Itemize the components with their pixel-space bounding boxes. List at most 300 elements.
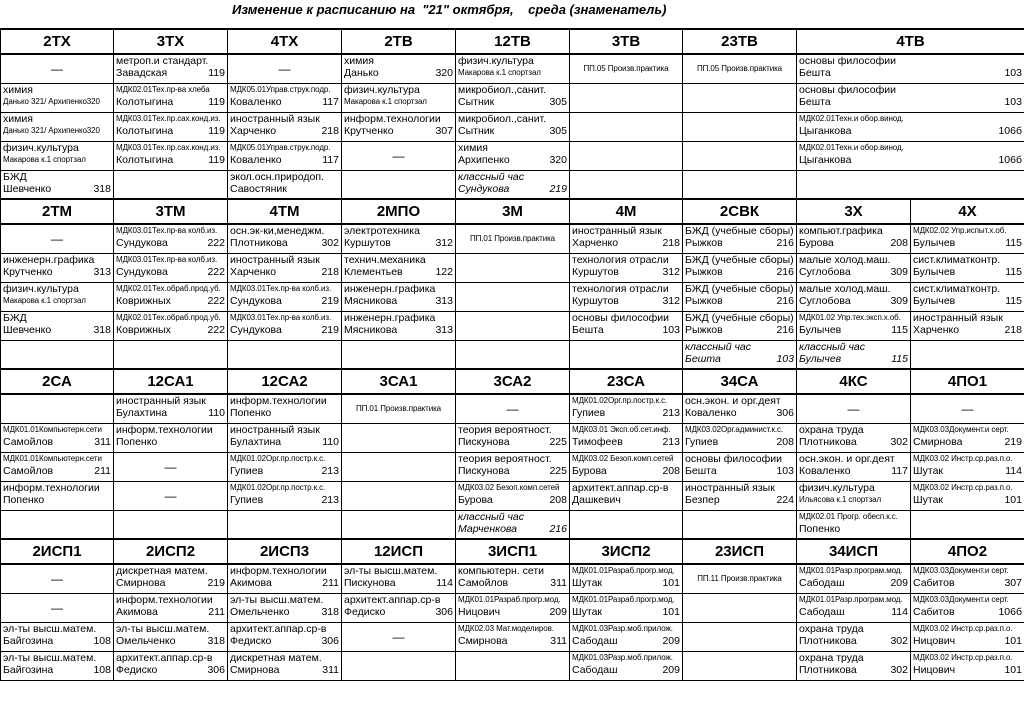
teacher-line — [572, 494, 680, 506]
room-number: 213 — [321, 493, 339, 506]
subject-label: МДК03.02 Инстр.ср.раз.п.о. — [913, 482, 1013, 492]
lesson-cell — [114, 622, 228, 651]
teacher-name: Куршутов — [572, 265, 619, 278]
subject-label: БЖД (учебные сборы) — [685, 282, 794, 295]
lesson-cell — [797, 394, 911, 423]
room-number: 101 — [1004, 493, 1022, 506]
teacher-name: Федиско — [344, 605, 386, 618]
teacher-name: Мясникова — [344, 294, 398, 307]
room-number: 218 — [1004, 323, 1022, 336]
lesson-cell — [570, 423, 683, 452]
room-number — [451, 96, 453, 108]
lesson-cell — [1, 141, 114, 170]
teacher-line — [799, 67, 1022, 79]
teacher-line — [344, 96, 453, 108]
teacher-name: Харченко — [572, 237, 619, 249]
teacher-line — [913, 266, 1022, 278]
teacher-line — [230, 266, 339, 278]
teacher-name: Данько 321/ Архипенко320 — [3, 125, 100, 135]
lesson-cell — [570, 452, 683, 481]
subject-label: информ.технологии — [116, 593, 213, 606]
teacher-line — [685, 266, 794, 278]
teacher-name: Бешта — [799, 95, 831, 108]
room-number: 216 — [776, 237, 794, 249]
subject-label: основы философии — [685, 452, 782, 465]
teacher-name: Попенко — [116, 435, 158, 448]
teacher-name: Клементьев — [344, 265, 403, 278]
subject-label: МДК01.01Компьютерн.сети — [3, 424, 102, 434]
group-header: 3ТВ — [570, 29, 683, 54]
teacher-name: Шутак — [572, 605, 602, 618]
lesson-cell — [228, 651, 342, 680]
room-number: 119 — [208, 124, 225, 137]
teacher-line — [116, 237, 225, 249]
teacher-line — [572, 465, 680, 477]
teacher-name: Сундукова — [116, 265, 168, 278]
lesson-cell — [797, 253, 911, 282]
room-number: 312 — [662, 294, 680, 307]
lesson-cell — [797, 340, 911, 369]
schedule-row — [1, 394, 1024, 423]
room-number: 114 — [436, 577, 453, 589]
subject-label: МДК03.02 Инстр.ср.раз.п.о. — [913, 453, 1013, 463]
teacher-line — [230, 436, 339, 448]
teacher-line — [230, 465, 339, 477]
teacher-name: Харченко — [230, 124, 277, 137]
group-header: 3СА2 — [456, 369, 570, 394]
page-title: Изменение к расписанию на "21" октября, среда (знаменатель) — [232, 2, 667, 17]
schedule-row — [1, 651, 1024, 680]
lesson-cell — [683, 83, 797, 112]
lesson-cell — [114, 394, 228, 423]
lesson-cell — [114, 564, 228, 593]
teacher-name: Бешта — [685, 352, 721, 365]
group-header-row — [1, 369, 1024, 394]
lesson-cell — [456, 651, 570, 680]
teacher-line — [799, 353, 908, 365]
lesson-cell — [797, 423, 911, 452]
teacher-line — [458, 125, 567, 137]
lesson-cell — [911, 423, 1024, 452]
room-number: 224 — [776, 493, 794, 506]
room-number: 119 — [208, 153, 225, 166]
teacher-line — [230, 154, 339, 166]
lesson-cell — [114, 253, 228, 282]
lesson-cell — [228, 282, 342, 311]
teacher-line — [799, 266, 908, 278]
teacher-line — [572, 436, 680, 448]
group-header: 3СА1 — [342, 369, 456, 394]
group-header: 34ИСП — [797, 539, 911, 564]
subject-label: МДК01.02Орг.пр.постр.к.с. — [230, 453, 326, 463]
lesson-cell — [683, 481, 797, 510]
dash-mark: — — [506, 401, 519, 416]
teacher-name: Бурова — [458, 493, 493, 506]
lesson-cell — [797, 282, 911, 311]
subject-label: МДК03.01Тех.пр-ва колб.из. — [116, 254, 218, 264]
room-number: 213 — [662, 407, 680, 419]
lesson-cell — [1, 112, 114, 141]
lesson-cell — [797, 311, 911, 340]
subject-label: МДК02.02 Упр.испыт.х.об. — [913, 226, 1007, 235]
teacher-line — [458, 523, 567, 535]
subject-label: эл-ты высш.матем. — [116, 622, 210, 635]
teacher-line — [458, 154, 567, 166]
lesson-cell — [570, 564, 683, 593]
teacher-name: Коваленко — [230, 153, 282, 166]
teacher-line — [685, 465, 794, 477]
group-header: 4ТВ — [797, 29, 1024, 54]
subject-label: МДК03.01 Эксп.об.сет.инф. — [572, 424, 671, 434]
subject-label: физич.культура — [3, 141, 79, 154]
schedule-row — [1, 224, 1024, 253]
teacher-name: Харченко — [230, 265, 277, 278]
teacher-line — [572, 237, 680, 249]
lesson-cell — [911, 481, 1024, 510]
group-header: 4ПО1 — [911, 369, 1024, 394]
room-number: 103 — [776, 464, 794, 477]
lesson-cell — [1, 54, 114, 83]
subject-label: МДК05.01Управ.струк.подр. — [230, 142, 331, 152]
room-number: 218 — [321, 124, 339, 137]
teacher-line — [913, 465, 1022, 477]
teacher-name: Коваленко — [799, 464, 851, 477]
schedule-row — [1, 141, 1024, 170]
lesson-cell — [1, 253, 114, 282]
lesson-cell — [570, 622, 683, 651]
lesson-cell — [1, 282, 114, 311]
room-number: 211 — [94, 464, 111, 477]
group-header-row — [1, 539, 1024, 564]
teacher-name: Цыганкова — [799, 124, 852, 137]
teacher-name: Макарова к.1 спортзал — [458, 68, 541, 77]
teacher-name: Булычев — [799, 352, 842, 365]
lesson-cell — [456, 622, 570, 651]
subject-label: химия — [344, 55, 374, 67]
teacher-name: Акимова — [230, 577, 272, 589]
dash-mark: — — [847, 401, 860, 416]
teacher-line — [230, 295, 339, 307]
room-number: 106б — [998, 153, 1022, 166]
schedule-row — [1, 170, 1024, 199]
room-number: 311 — [550, 634, 567, 647]
teacher-name: Федиско — [116, 663, 158, 676]
teacher-name: Ницович — [913, 634, 956, 647]
lesson-cell — [911, 651, 1024, 680]
teacher-name: Пискунова — [458, 464, 510, 477]
room-number: 103 — [662, 323, 680, 336]
room-number: 119 — [208, 95, 225, 108]
teacher-line — [458, 635, 567, 647]
subject-label: БЖД (учебные сборы) — [685, 311, 794, 324]
subject-label: иностранный язык — [230, 112, 320, 125]
teacher-line — [3, 154, 111, 166]
lesson-cell — [342, 141, 456, 170]
lesson-cell — [683, 112, 797, 141]
lesson-cell — [228, 311, 342, 340]
lesson-cell — [683, 340, 797, 369]
lesson-cell — [228, 452, 342, 481]
teacher-line — [230, 606, 339, 618]
room-number: 311 — [550, 577, 567, 589]
teacher-line — [116, 96, 225, 108]
lesson-cell — [456, 452, 570, 481]
lesson-cell — [228, 394, 342, 423]
teacher-name: Шевченко — [3, 323, 52, 336]
teacher-line — [799, 237, 908, 249]
lesson-cell — [228, 141, 342, 170]
schedule-row — [1, 510, 1024, 539]
subject-label: классный час — [685, 340, 752, 353]
lesson-cell — [683, 593, 797, 622]
subject-label: МДК03.01Тех.пр-ва колб.из. — [230, 283, 332, 293]
teacher-line — [344, 324, 453, 336]
lesson-cell — [797, 622, 911, 651]
subject-label: эл-ты высш.матем. — [230, 593, 324, 606]
group-header: 2ТВ — [342, 29, 456, 54]
lesson-cell — [683, 622, 797, 651]
room-number: 313 — [435, 323, 453, 336]
subject-label: БЖД (учебные сборы) — [685, 225, 794, 237]
lesson-cell — [114, 593, 228, 622]
subject-label: МДК01.01Разр.програм.мод. — [799, 594, 903, 604]
lesson-cell — [456, 83, 570, 112]
practice-label: ПП.11 Произв.практика — [697, 574, 782, 584]
room-number: 209 — [890, 577, 908, 589]
subject-label: основы философии — [799, 55, 896, 67]
room-number: 306 — [207, 663, 225, 676]
teacher-line — [230, 494, 339, 506]
teacher-line — [572, 635, 680, 647]
schedule-table — [0, 28, 1024, 681]
teacher-name: Архипенко — [458, 153, 510, 166]
subject-label: дискретная матем. — [116, 565, 208, 577]
teacher-name: Бешта — [799, 67, 831, 79]
dash-mark: — — [278, 61, 291, 76]
lesson-cell — [456, 224, 570, 253]
subject-label: МДК01.02Орг.пр.постр.к.с. — [572, 396, 668, 405]
lesson-cell — [342, 622, 456, 651]
lesson-cell — [342, 481, 456, 510]
dash-mark: — — [164, 488, 177, 503]
teacher-line — [572, 407, 680, 419]
room-number — [337, 407, 339, 419]
teacher-line — [913, 606, 1022, 618]
lesson-cell — [911, 593, 1024, 622]
subject-label: сист.климатконтр. — [913, 282, 1001, 295]
teacher-line — [3, 125, 111, 137]
group-header: 2МПО — [342, 199, 456, 224]
teacher-name: Макарова к.1 спортзал — [3, 295, 86, 305]
subject-label: МДК02.01Тех.обраб.прод.уб. — [116, 283, 221, 293]
subject-label: классный час — [458, 170, 525, 183]
teacher-name: Булахтина — [116, 407, 168, 419]
lesson-cell — [342, 452, 456, 481]
teacher-name: Харченко — [913, 323, 960, 336]
dash-mark: — — [392, 148, 405, 163]
lesson-cell — [342, 112, 456, 141]
schedule-row — [1, 564, 1024, 593]
lesson-cell — [456, 481, 570, 510]
lesson-cell — [342, 253, 456, 282]
lesson-cell — [1, 340, 114, 369]
lesson-cell — [342, 224, 456, 253]
teacher-line — [458, 606, 567, 618]
teacher-line — [913, 237, 1022, 249]
teacher-name: Байгозина — [3, 663, 54, 676]
teacher-line — [230, 183, 339, 195]
teacher-name: Омельченко — [230, 605, 290, 618]
subject-label: МДК01.01Компьютерн.сети — [3, 453, 102, 463]
group-header: 2ИСП2 — [114, 539, 228, 564]
group-header: 2ТМ — [1, 199, 114, 224]
lesson-cell — [570, 224, 683, 253]
subject-label: инженерн.графика — [344, 311, 436, 324]
teacher-name: Акимова — [116, 605, 158, 618]
lesson-cell — [342, 394, 456, 423]
teacher-line — [685, 324, 794, 336]
teacher-line — [799, 436, 908, 448]
room-number: 216 — [776, 265, 794, 278]
group-header: 3ИСП1 — [456, 539, 570, 564]
teacher-name: Коваленко — [230, 95, 282, 108]
lesson-cell — [114, 423, 228, 452]
room-number: 115 — [891, 323, 908, 336]
teacher-name: Булычев — [913, 294, 956, 307]
teacher-line — [799, 465, 908, 477]
teacher-name: Гупиев — [230, 493, 264, 506]
group-header: 2СВК — [683, 199, 797, 224]
teacher-name: Смирнова — [230, 663, 280, 676]
teacher-name: Булычев — [799, 323, 842, 336]
subject-label: информ.технологии — [116, 423, 213, 436]
subject-label: физич.культура — [458, 55, 534, 67]
teacher-line — [458, 183, 567, 195]
room-number — [109, 295, 111, 307]
teacher-name: Смирнова — [116, 577, 166, 589]
teacher-name: Плотникова — [799, 634, 857, 647]
subject-label: информ.технологии — [230, 565, 327, 577]
lesson-cell — [114, 340, 228, 369]
subject-label: электротехника — [344, 225, 420, 237]
room-number: 306 — [435, 605, 453, 618]
lesson-cell — [228, 510, 342, 539]
lesson-cell — [342, 651, 456, 680]
lesson-cell — [228, 253, 342, 282]
lesson-cell — [797, 593, 911, 622]
room-number: 115 — [1005, 294, 1022, 307]
room-number: 115 — [1005, 237, 1022, 249]
teacher-line — [230, 407, 339, 419]
room-number: 115 — [1005, 265, 1022, 278]
lesson-cell — [114, 83, 228, 112]
lesson-cell — [114, 311, 228, 340]
teacher-name: Шевченко — [3, 182, 52, 195]
subject-label: малые холод.маш. — [799, 282, 891, 295]
room-number — [109, 154, 111, 166]
teacher-name: Рыжков — [685, 237, 723, 249]
teacher-name: Сундукова — [230, 323, 282, 336]
teacher-name: Самойлов — [3, 464, 54, 477]
room-number: 222 — [207, 323, 225, 336]
group-header: 3ТМ — [114, 199, 228, 224]
group-header: 3ИСП2 — [570, 539, 683, 564]
subject-label: МДК03.01Тех.пр-ва колб.из. — [230, 312, 332, 322]
room-number: 211 — [208, 605, 225, 618]
lesson-cell — [342, 311, 456, 340]
teacher-name: Гупиев — [230, 464, 264, 477]
room-number: 222 — [207, 237, 225, 249]
teacher-line — [116, 407, 225, 419]
group-header: 34СА — [683, 369, 797, 394]
lesson-cell — [570, 651, 683, 680]
subject-label: информ.технологии — [3, 481, 100, 494]
subject-label: охрана труда — [799, 651, 864, 664]
room-number: 213 — [662, 435, 680, 448]
schedule-row — [1, 253, 1024, 282]
teacher-line — [572, 664, 680, 676]
lesson-cell — [228, 564, 342, 593]
lesson-cell — [911, 622, 1024, 651]
lesson-cell — [570, 141, 683, 170]
teacher-line — [913, 436, 1022, 448]
teacher-line — [458, 67, 567, 79]
teacher-name: Бешта — [685, 464, 717, 477]
teacher-line — [799, 635, 908, 647]
room-number: 302 — [321, 237, 339, 249]
room-number: 318 — [93, 323, 111, 336]
teacher-name: Рыжков — [685, 294, 723, 307]
teacher-name: Сабитов — [913, 605, 955, 618]
teacher-line — [913, 577, 1022, 589]
room-number: 312 — [435, 237, 453, 249]
lesson-cell — [342, 83, 456, 112]
lesson-cell — [1, 564, 114, 593]
subject-label: МДК02.01Тех.обраб.прод.уб. — [116, 312, 221, 322]
schedule-row — [1, 423, 1024, 452]
teacher-line — [685, 407, 794, 419]
teacher-line — [799, 606, 908, 618]
lesson-cell — [683, 394, 797, 423]
group-header: 4Х — [911, 199, 1024, 224]
teacher-line — [3, 266, 111, 278]
teacher-line — [116, 67, 225, 79]
subject-label: метроп.и стандарт. — [116, 55, 209, 67]
room-number: 320 — [435, 67, 453, 79]
room-number: 110 — [208, 407, 225, 419]
lesson-cell — [114, 481, 228, 510]
dash-mark: — — [51, 61, 63, 76]
teacher-name: Сытник — [458, 95, 495, 108]
room-number: 216 — [776, 294, 794, 307]
teacher-line — [913, 324, 1022, 336]
lesson-cell — [683, 452, 797, 481]
lesson-cell — [456, 564, 570, 593]
group-header: 3Х — [797, 199, 911, 224]
room-number: 209 — [549, 605, 567, 618]
teacher-line — [572, 606, 680, 618]
teacher-line — [344, 125, 453, 137]
lesson-cell — [683, 423, 797, 452]
practice-label: ПП.05 Произв.практика — [696, 64, 783, 74]
teacher-name: Ильясова к.1 спортзал — [799, 494, 882, 504]
teacher-name: Байгозина — [3, 634, 54, 647]
room-number: 122 — [435, 265, 453, 278]
subject-label: физич.культура — [799, 481, 875, 494]
lesson-cell — [228, 112, 342, 141]
subject-label: МДК02.03 Мат.моделиров. — [458, 623, 554, 633]
teacher-name: Данько 321/ Архипенко320 — [3, 96, 100, 106]
